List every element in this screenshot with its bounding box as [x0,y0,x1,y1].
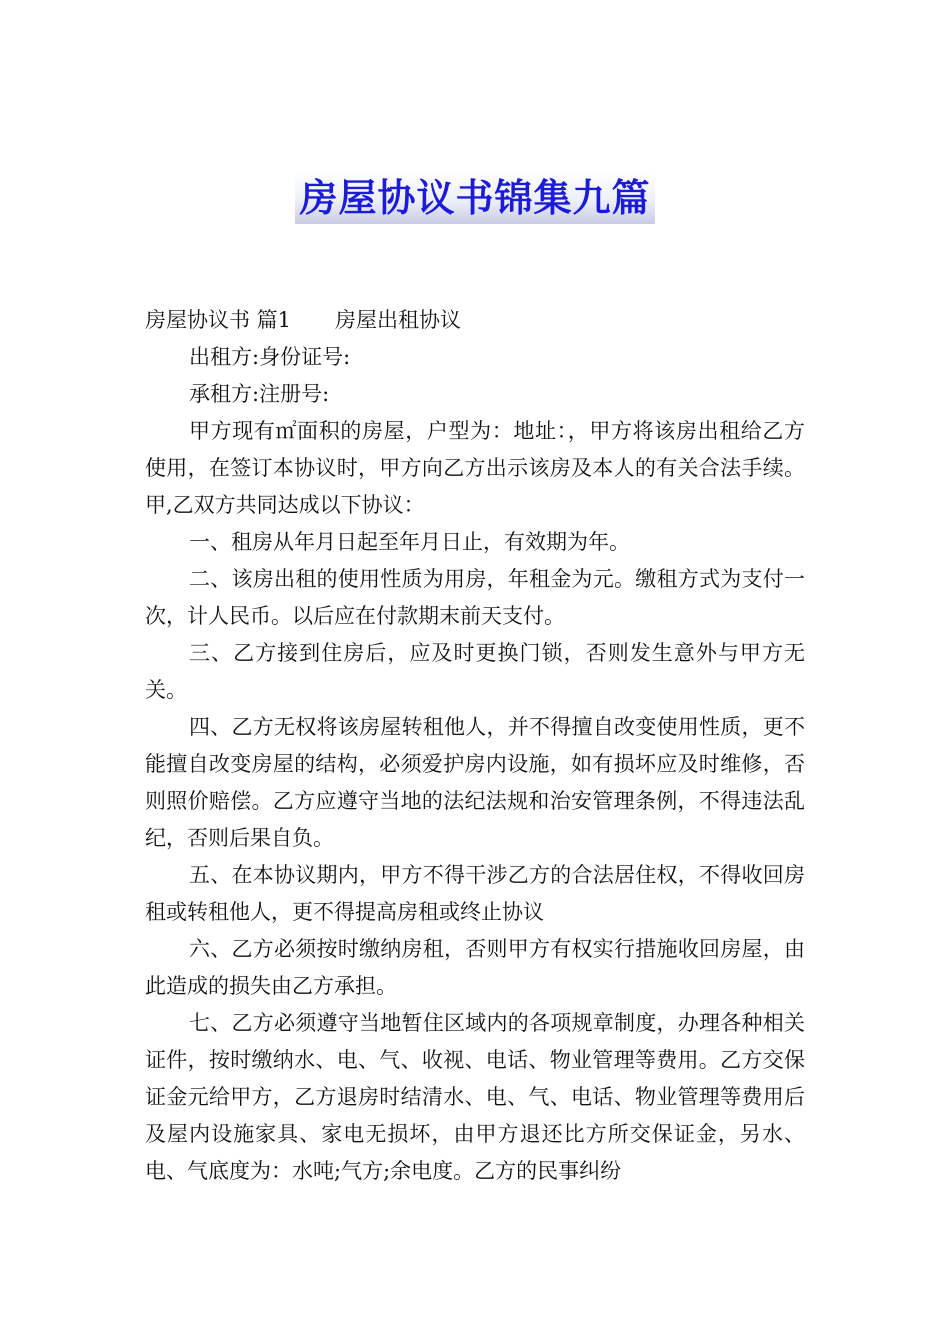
title-container [0,172,950,224]
paragraph: 一、租房从年月日起至年月日止，有效期为年。 [189,530,630,554]
paragraph: 七、乙方必须遵守当地暂住区域内的各项规章制度，办理各种相关证件，按时缴纳水、电、气、收视、电话、物业管理等费用。乙方交保证金元给甲方，乙方退房时结清水、电、气、电话、物业管理等费用后及屋内设施家具、家电无损坏，由甲方退还比方所交保证金，另水、电、气底度为：水吨;气方;余电度。乙方的民事纠纷 [145,1011,805,1183]
paragraph: 五、在本协议期内，甲方不得干涉乙方的合法居住权，不得收回房租或转租他人，更不得提高房租或终止协议 [145,863,805,924]
section-subtitle: 房屋出租协议 [335,308,462,332]
paragraph: 承租方:注册号: [189,382,330,406]
document-body [145,302,805,1190]
paragraph: 六、乙方必须按时缴纳房租，否则甲方有权实行措施收回房屋，由此造成的损失由乙方承担。 [145,937,805,998]
paragraph: 四、乙方无权将该房屋转租他人，并不得擅自改变使用性质，更不能擅自改变房屋的结构，必须爱护房内设施，如有损坏应及时维修，否则照价赔偿。乙方应遵守当地的法纪法规和治安管理条例，不得违法乱纪，否则后果自负。 [145,715,805,850]
paragraph: 甲方现有㎡面积的房屋，户型为：地址：，甲方将该房出租给乙方使用，在签订本协议时，甲方向乙方出示该房及本人的有关合法手续。甲,乙双方共同达成以下协议： [145,419,805,517]
section-label: 房屋协议书 篇1 [145,308,292,332]
paragraph: 三、乙方接到住房后，应及时更换门锁，否则发生意外与甲方无关。 [145,641,805,702]
paragraph: 出租方:身份证号: [189,345,351,369]
section-heading [145,302,805,339]
paragraph: 二、该房出租的使用性质为用房，年租金为元。缴租方式为支付一次，计人民币。以后应在付款期末前天支付。 [145,567,805,628]
document-title: 房屋协议书锦集九篇 [295,172,654,224]
